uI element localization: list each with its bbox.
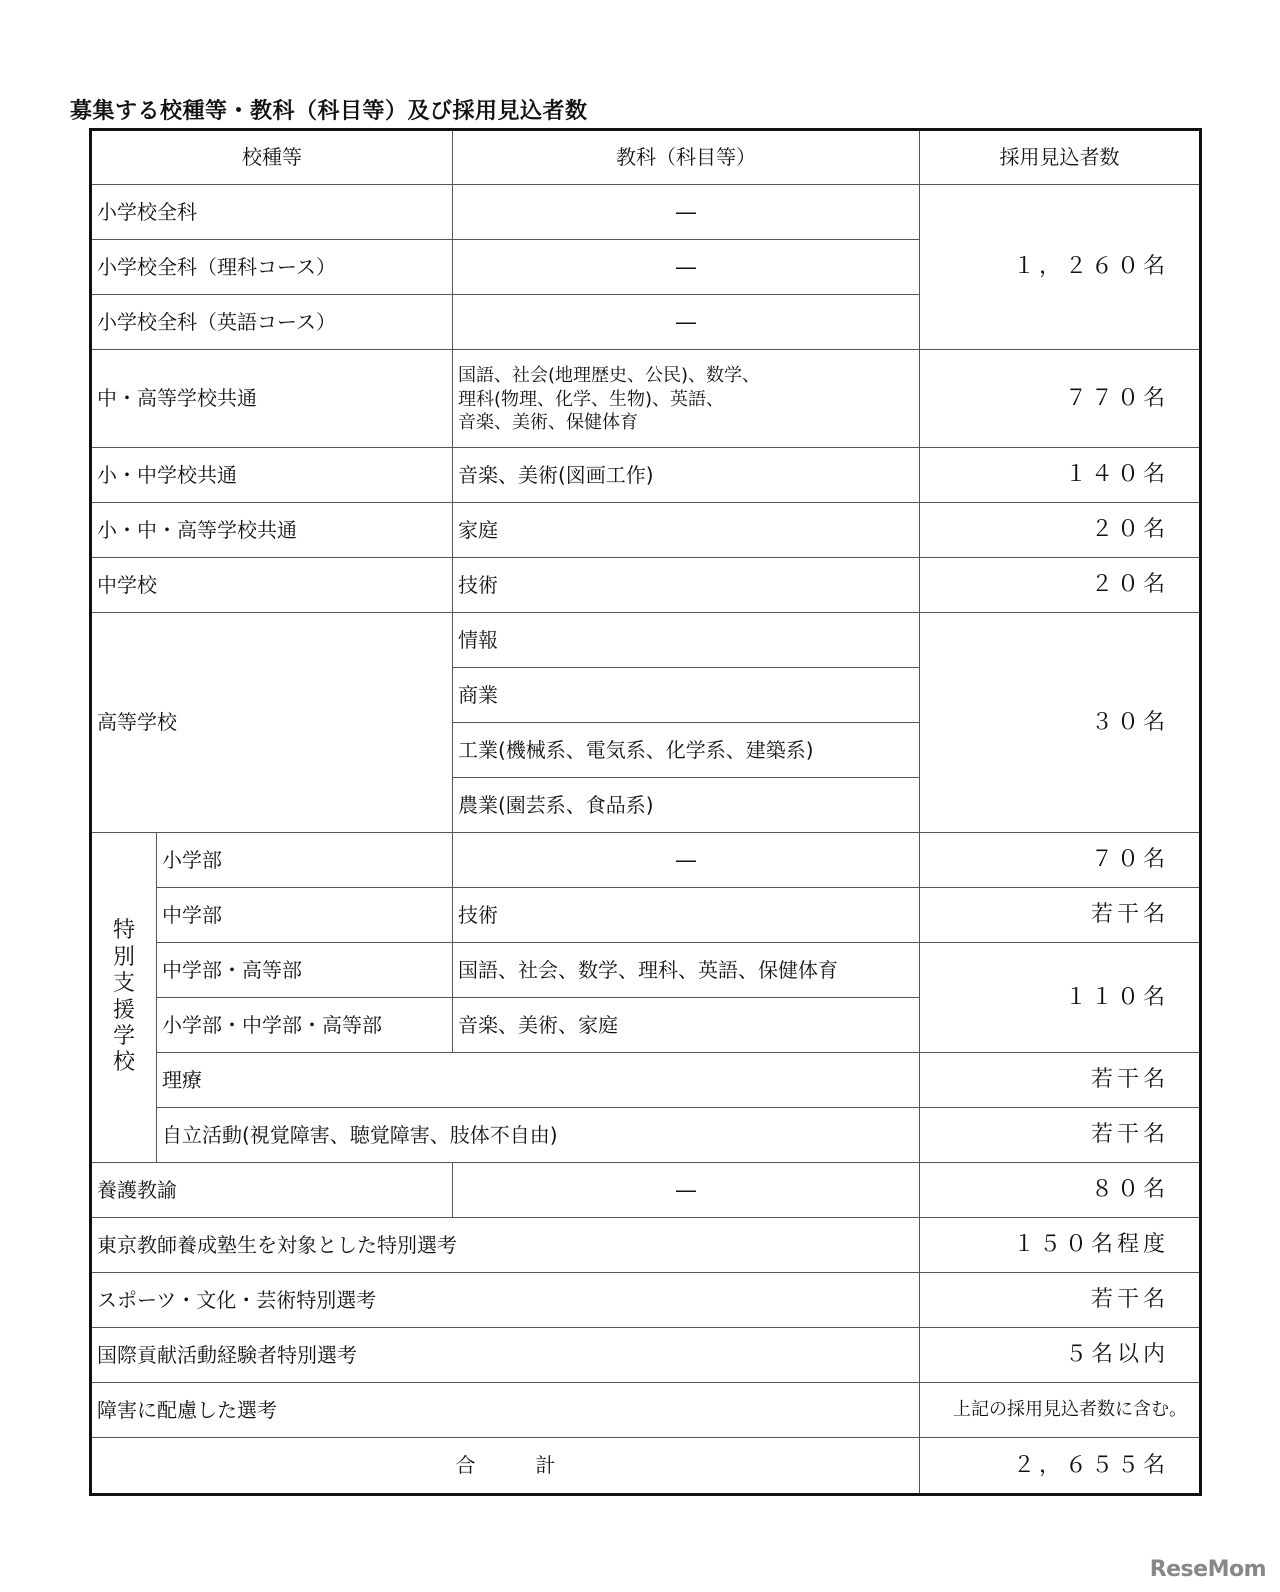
subject-line: 音楽、美術、保健体育 (458, 412, 638, 434)
count-cell: ７７０名 (920, 350, 1201, 448)
subject-dash: ― (453, 185, 920, 240)
vertical-char: 別 (112, 944, 135, 970)
school-type-cell: 高等学校 (91, 613, 453, 833)
count-cell: １１０名 (920, 943, 1201, 1053)
subject-cell: 工業(機械系、電気系、化学系、建築系) (453, 723, 920, 778)
total-row (91, 1438, 1201, 1495)
table-row (91, 1273, 1201, 1328)
school-type-cell: 小学校全科 (91, 185, 453, 240)
subject-dash: ― (453, 295, 920, 350)
count-cell: ８０名 (920, 1163, 1201, 1218)
school-type-cell: 小・中学校共通 (91, 448, 453, 503)
subject-line: 国語、社会(地理歴史、公民)、数学、 (458, 365, 761, 387)
site-logo: ReseMom (1149, 1557, 1266, 1582)
count-cell: 若干名 (920, 1273, 1201, 1328)
table-row (91, 1163, 1201, 1218)
total-label: 合 計 (91, 1438, 920, 1495)
school-type-cell: 小学校全科（理科コース） (91, 240, 453, 295)
school-type-cell: 小・中・高等学校共通 (91, 503, 453, 558)
count-cell: ５名以内 (920, 1328, 1201, 1383)
subject-cell (453, 350, 920, 448)
division-cell: 小学部 (157, 833, 453, 888)
count-cell: １４０名 (920, 448, 1201, 503)
subject-dash: ― (453, 240, 920, 295)
division-cell: 自立活動(視覚障害、聴覚障害、肢体不自由) (157, 1108, 920, 1163)
division-cell: 中学部・高等部 (157, 943, 453, 998)
table-row (91, 833, 1201, 888)
table-row (91, 1218, 1201, 1273)
selection-cell: 障害に配慮した選考 (91, 1383, 920, 1438)
count-cell: 若干名 (920, 1053, 1201, 1108)
count-cell: ２０名 (920, 558, 1201, 613)
header-count: 採用見込者数 (920, 130, 1201, 185)
selection-cell: スポーツ・文化・芸術特別選考 (91, 1273, 920, 1328)
table-row (91, 558, 1201, 613)
recruitment-table (89, 128, 1202, 1496)
count-cell: ２０名 (920, 503, 1201, 558)
count-cell: 若干名 (920, 888, 1201, 943)
subject-cell: 国語、社会、数学、理科、英語、保健体育 (453, 943, 920, 998)
count-cell: ７０名 (920, 833, 1201, 888)
division-cell: 理療 (157, 1053, 920, 1108)
vertical-char: 学 (112, 1023, 135, 1049)
header-school-type: 校種等 (91, 130, 453, 185)
subject-cell: 音楽、美術(図画工作) (453, 448, 920, 503)
subject-line: 理科(物理、化学、生物)、英語、 (458, 388, 725, 410)
table-row (91, 1328, 1201, 1383)
selection-cell: 東京教師養成塾生を対象とした特別選考 (91, 1218, 920, 1273)
table-header (91, 130, 1201, 185)
subject-cell: 情報 (453, 613, 920, 668)
vertical-char: 校 (112, 1050, 135, 1076)
table-row (91, 503, 1201, 558)
table-row (91, 1053, 1201, 1108)
table-row (91, 1383, 1201, 1438)
subject-cell: 技術 (453, 888, 920, 943)
division-cell: 小学部・中学部・高等部 (157, 998, 453, 1053)
count-cell: ３０名 (920, 613, 1201, 833)
vertical-char: 援 (112, 997, 135, 1023)
subject-dash: ― (453, 1163, 920, 1218)
school-type-cell: 中学校 (91, 558, 453, 613)
school-type-cell: 中・高等学校共通 (91, 350, 453, 448)
selection-cell: 国際貢献活動経験者特別選考 (91, 1328, 920, 1383)
subject-dash: ― (453, 833, 920, 888)
vertical-char: 支 (112, 971, 135, 997)
count-cell: 若干名 (920, 1108, 1201, 1163)
header-subject: 教科（科目等） (453, 130, 920, 185)
count-cell: 上記の採用見込者数に含む。 (920, 1383, 1201, 1438)
table-row (91, 613, 1201, 668)
page-title: 募集する校種等・教科（科目等）及び採用見込者数 (70, 99, 588, 124)
subject-cell: 技術 (453, 558, 920, 613)
school-type-cell: 小学校全科（英語コース） (91, 295, 453, 350)
subject-cell: 音楽、美術、家庭 (453, 998, 920, 1053)
special-support-school-label (91, 833, 157, 1163)
vertical-char: 特 (112, 918, 135, 944)
table-row (91, 888, 1201, 943)
table-row (91, 448, 1201, 503)
total-count: ２，６５５名 (920, 1438, 1201, 1495)
subject-cell: 農業(園芸系、食品系) (453, 778, 920, 833)
subject-cell: 商業 (453, 668, 920, 723)
table-row (91, 943, 1201, 998)
count-cell: １，２６０名 (920, 185, 1201, 350)
subject-cell: 家庭 (453, 503, 920, 558)
count-cell: １５０名程度 (920, 1218, 1201, 1273)
table-row (91, 350, 1201, 448)
division-cell: 中学部 (157, 888, 453, 943)
table-row (91, 185, 1201, 240)
school-type-cell: 養護教諭 (91, 1163, 453, 1218)
table-row (91, 1108, 1201, 1163)
